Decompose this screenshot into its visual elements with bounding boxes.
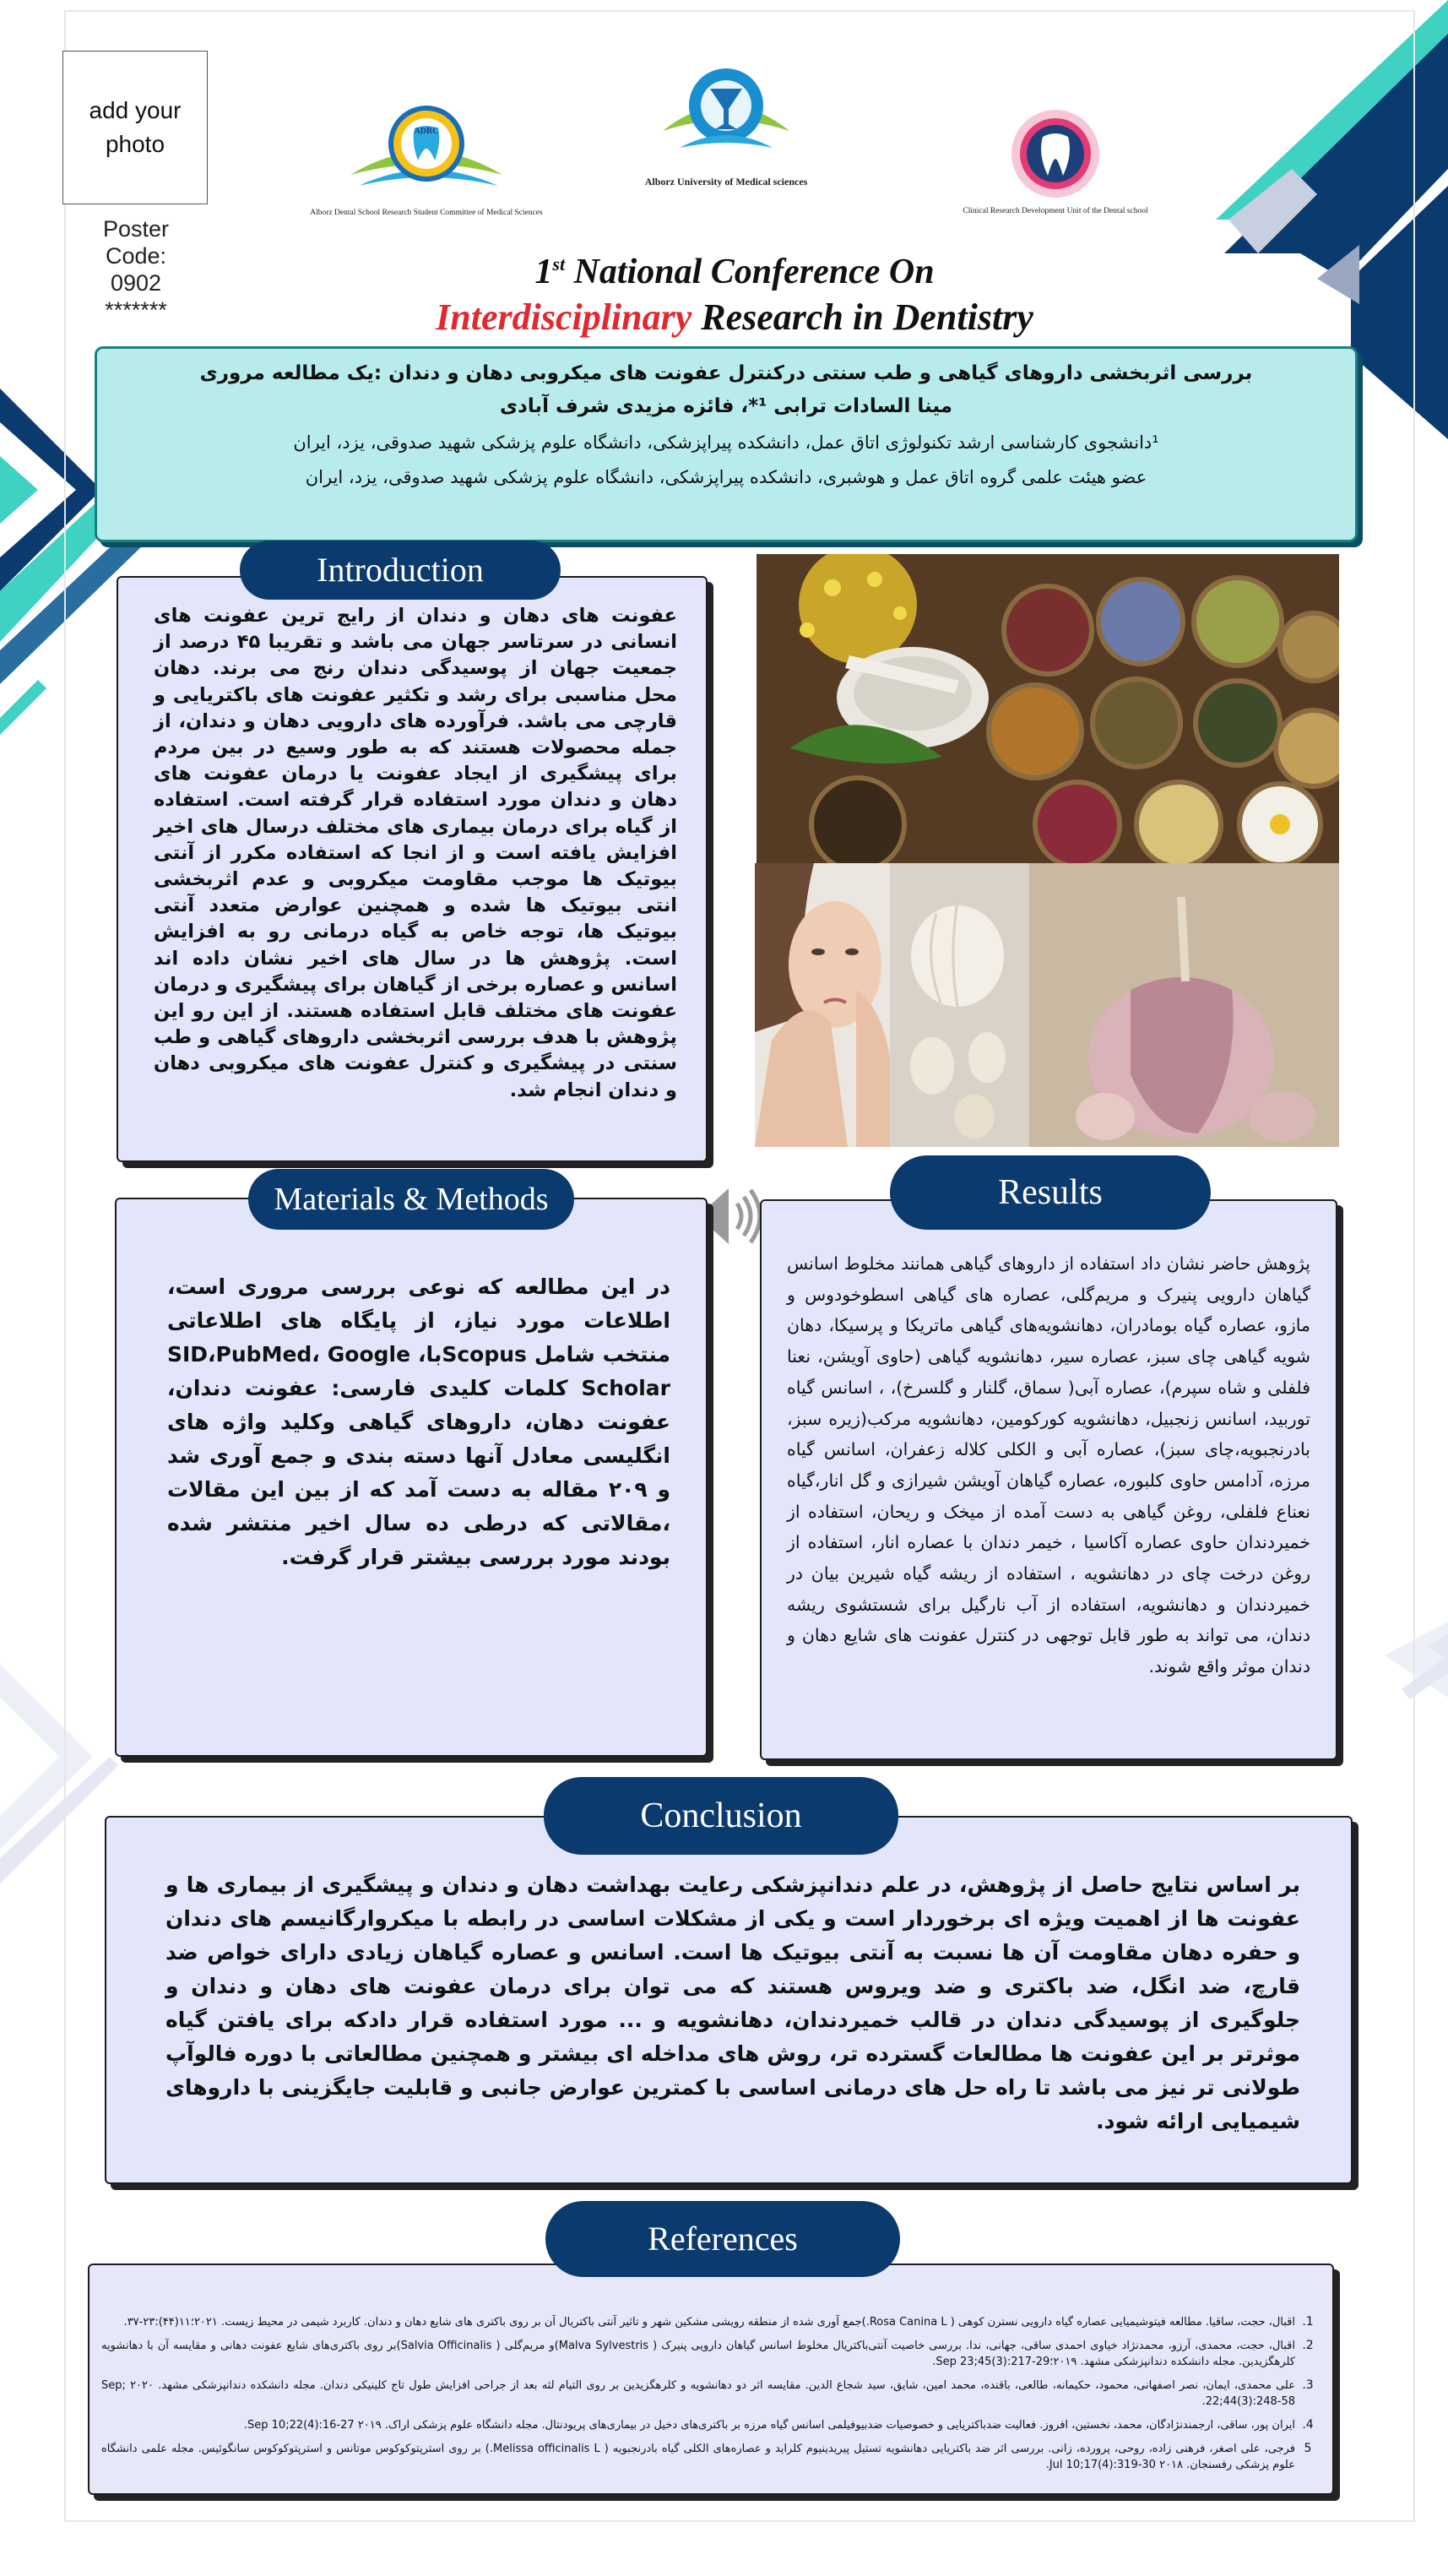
subtitle-rest: Research in Dentistry: [701, 296, 1033, 338]
materials-methods-panel: [115, 1198, 708, 1757]
article-title: بررسی اثربخشی داروهای گیاهی و طب سنتی درکنترل عفونت های میکروبی دهان و دندان :یک مطالعه مروری: [199, 362, 1253, 384]
materials-methods-text: در این مطالعه که نوعی بررسی مروری است، اطلاعات مورد نیاز، از پایگاه های اطلاعاتی منتخب شامل Scopusبا، SID،PubMed، Google Scholar کلمات کلیدی فارسی: عفونت دندان، عفونت دهان، داروهای گیاهی وکلید واژه های انگلیسی معادل آنها دسته بندی و جمع آوری شد و ۲۰۹ مقاله به دست آمد که از بین این مقالات ،مقالاتی که درطی ده سال اخیر منتشر شده بودند مورد بررسی بیشتر قرار گرفت.: [167, 1274, 670, 1569]
adrc-logo: [300, 95, 553, 217]
reference-text: علی محمدی، ایمان، نصر اصفهانی، محمود، حکیمانه، طالعی، باقنده، محمد امین، شایق، سید شجاع الدین. مقایسه اثر دو دهانشویه و کلرهگزیدین بر روی التیام لثه بعد از جراحی افزایش طول تاج کلینیکی دندان. مجله دانشکده دندانپزشکی مشهد. ۲۰۲۰ ;Sep 22;44(3):248-58.: [101, 2379, 1295, 2408]
photo-placeholder-line2: photo: [105, 131, 165, 157]
conclusion-heading: Conclusion: [544, 1777, 898, 1855]
affiliation-2: عضو هیئت علمی گروه اتاق عمل و هوشبری، دانشکده پیراپزشکی، دانشگاه علوم پزشکی شهید صدوقی، یزد، ایران: [305, 467, 1147, 487]
materials-methods-heading: Materials & Methods: [248, 1169, 574, 1230]
conclusion-text: بر اساس نتایج حاصل از پژوهش، در علم دندانپزشکی رعایت بهداشت دهان و دندان و پیشگیری از بیماری ها و عفونت ها از اهمیت ویژه ای برخوردار است و یکی از مشکلات اساسی در رابطه با میکروارگانیسم های دندان و حفره دهان مقاومت آن ها نسبت به آنتی بیوتیک ها است. اسانس و عصاره گیاهان زیادی دارای خواص ضد قارچ، ضد انگل، ضد باکتری و ضد ویروس هستند که می توان برای درمان عفونت های دهان و دندان و جلوگیری از پوسیدگی دندان در قالب خمیردندان، دهانشویه و ... مورد استفاده قرار دادکه برای یافتن گیاه موثرتر بر این عفونت ها مطالعات گسترده تر، روش های مداخله ای بیشتر و همچنین مطالعاتی با دوره فالوآپ طولانی تر نیز می باشد تا راه حل های درمانی اساسی با کمترین عوارض جانبی و قابلیت جایگزینی با داروهای شیمیایی ارائه شود.: [165, 1872, 1300, 2133]
poster-code-label: Poster Code:: [102, 216, 170, 269]
tooth-icon: [334, 95, 519, 204]
cocktail-cup-icon: [654, 63, 798, 173]
conference-suffix: st: [552, 253, 566, 274]
references-panel: [88, 2264, 1334, 2495]
adrc-badge-text: ADRC: [414, 127, 439, 136]
alborz-caption: Alborz University of Medical sciences: [644, 176, 808, 187]
herbs-bowls-image: [757, 554, 1339, 863]
reference-item: [101, 2314, 1321, 2330]
clinical-research-unit-logo: [946, 103, 1165, 215]
tooth-icon: [1009, 103, 1102, 204]
author-names: مینا السادات ترابی ¹*، فائزه مزیدی شرف آبادی: [499, 395, 953, 417]
author-photo-placeholder[interactable]: [62, 51, 208, 204]
reference-item: [101, 2378, 1321, 2410]
reference-item: [101, 2338, 1321, 2370]
conclusion-panel: [105, 1816, 1353, 2184]
introduction-text: عفونت های دهان و دندان از رایج ترین عفونت های انسانی در سرتاسر جهان می باشد و تقریبا ۴۵ درصد از جمعیت جهان از پوسیدگی دندان رنج می برند. دهان محل مناسبی برای رشد و تکثیر عفونت های باکتریایی و قارچی می باشد. فرآورده های دارویی دهان و دندان، از جمله محصولات هستند که به طور وسیع در بین مردم برای پیشگیری از ایجاد عفونت یا درمان عفونت های دهان و دندان مورد استفاده قرار گرفته است. استفاده از گیاه برای درمان بیماری های مختلف درسال های اخیر افزایش یافته است و از انجا که استفاده مکرر از آنتی بیوتیک ها موجب مقاومت میکروبی و عدم اثربخشی انتی بیوتیک ها شده و همچنین عوارض متعدد آنتی بیوتیک ها، توجه خاص به گیاه درمانی رو به افزایش است. پژوهش ها در سال های اخیر نشان داده اند اسانس و عصاره برخی از گیاهان برای پیشگیری و درمان عفونت های مختلف قابل استفاده هستند. از این رو این پژوهش با هدف بررسی اثربخشی داروهای گیاهی و طب سنتی در پیشگیری و کنترل عفونت های میکروبی دهان و دندان انجام شد.: [154, 605, 677, 1101]
results-heading: Results: [890, 1155, 1211, 1230]
title-authors-box: [95, 346, 1358, 542]
reference-text: اقبال، حجت، ساقیا. مطالعه فیتوشیمیایی عصاره گیاه دارویی نسترن کوهی ( Rosa Canina L.)جمع آوری شده از منطقه رویشی مشکین شهر و تاثیر آنتی باکتریال آن بر روی باکتری های شایع دهان و دندان. کاربرد شیمی در محیط زیست. ۲۰۲۱؛۱۱(۴۴):۲۳-۳۷.: [123, 2316, 1295, 2329]
reference-item: [101, 2417, 1321, 2433]
poster-code-value: 0902: [110, 270, 162, 296]
reference-text: اقبال، حجت، محمدی، آرزو، محمدنژاد خیاوی احمدی ساقی، جهانی، ندا. بررسی خاصیت آنتی‌باکتریال مخلوط اسانس گیاهان دارویی پنیرک ( Malva Sylvestris)و مریم‌گلی ( Salvia Officinalis)بر روی باکتری‌های شایع عفونت دهانی و مقایسه آن با دهانشویه کلرهگزیدین. مجله دانشکده دندانپزشکی مشهد. ۲۰۱۹؛Sep 23;45(3):217-29.: [101, 2340, 1296, 2368]
affiliation-1: ¹دانشجوی کارشناسی ارشد تکنولوژی اتاق عمل، دانشکده پیراپزشکی، دانشگاه علوم پزشکی شهید صدوقی، یزد، ایران: [293, 432, 1159, 453]
reference-number: 5: [1304, 2442, 1312, 2455]
conference-title: [321, 252, 1148, 292]
reference-number: 4.: [1302, 2418, 1314, 2432]
conference-subtitle: [321, 296, 1148, 339]
reference-number: 1.: [1302, 2315, 1314, 2329]
garlic-bulb-image: [1029, 863, 1339, 1147]
reference-text: ایران پور، ساقی، ارجمندنژادگان، محمد، نخستین، افروز. فعالیت ضدباکتریایی و خصوصیات ضدبیوفیلمی اسانس گیاه مرزه بر باکتری‌های دخیل در بیماری‌های پریودنتال. مجله دانشگاه علوم پزشکی اراک. ۲۰۱۹ Sep 10;22(4):16-27.: [243, 2419, 1295, 2432]
photo-placeholder-line1: add your: [89, 97, 182, 123]
references-list: [101, 2314, 1321, 2481]
clinical-caption: Clinical Research Development Unit of the Dental school: [963, 207, 1148, 215]
conference-title-text: National Conference On: [573, 253, 935, 291]
references-heading: References: [545, 2201, 900, 2277]
reference-text: فرجی، علی اصغر، فرهنی زاده، روحی، پرورده، زانی. بررسی اثر ضد باکتریایی دهانشویه تستیل پیریدینیوم کلراید و عصاره‌های الکلی گیاه بادرنجبویه ( Melissa officinalis L.) بر روی استرپتوکوکوس موتانس و استرپتوکوکوس سانگوئیس. مجله علمی دانشگاه علوم پزشکی رفسنجان. ۲۰۱۸ Jul 10;17(4):319-30.: [101, 2443, 1295, 2471]
reference-number: 2.: [1302, 2339, 1314, 2352]
reference-number: 3.: [1302, 2378, 1314, 2392]
adrc-caption: Alborz Dental School Research Student Committee of Medical Sciences: [310, 209, 543, 217]
reference-item: [101, 2441, 1321, 2473]
alborz-university-logo: [625, 63, 827, 188]
garlic-cloves-image: [890, 863, 1029, 1147]
results-text: پژوهش حاضر نشان داد استفاده از داروهای گیاهی همانند مخلوط اسانس گیاهان دارویی پنیرک و مریم‌گلی، عصاره های گیاهی اسطوخودوس و مازو، عصاره گیاه بومادران، دهانشویه‌های گیاهی ماتریکا و پرسیکا، دهان شویه گیاهی چای سبز، عصاره سیر، دهانشویه گیاهی (حاوی آویشن، نعنا فلفلی و شاه سپرم)، عصاره آبی( سماق، گلنار و گلسرخ)، ، اسانس گیاه توربید، اسانس زنجبیل، دهانشویه کورکومین، دهانشویه مرکب(زیره سبز، بادرنجبویه،چای سبز)، عصاره آبی و الکلی کلاله زعفران، اسانس گیاه مرزه، آدامس حاوی کلبوره، عصاره گیاهان آویشن شیرازی و گل انار،گیاه نعناع فلفلی، روغن گیاهی به دست آمده از میخک و ریحان، استفاده از خمیردندان حاوی عصاره آکاسیا ، خیمر دندان با عصاره انار، استفاده از روغن درخت چای در دهانشویه ، استفاده از ریشه گیاه شیرین بیان در خمیردندان و دهانشویه، استفاده از آب نارگیل برای شستشوی ریشه دندان، می تواند به طور قابل توجهی در کنترل عفونت های شایع دهان و دندان موثر واقع شوند.: [787, 1253, 1310, 1677]
toothache-woman-image: [755, 863, 890, 1147]
introduction-panel: [117, 576, 708, 1162]
conference-number: 1: [534, 253, 553, 291]
poster-code-block: [81, 215, 191, 323]
poster-code-mask: *******: [105, 297, 167, 323]
subtitle-highlight: Interdisciplinary: [436, 296, 692, 338]
introduction-heading: Introduction: [240, 541, 561, 600]
results-panel: [760, 1199, 1337, 1760]
